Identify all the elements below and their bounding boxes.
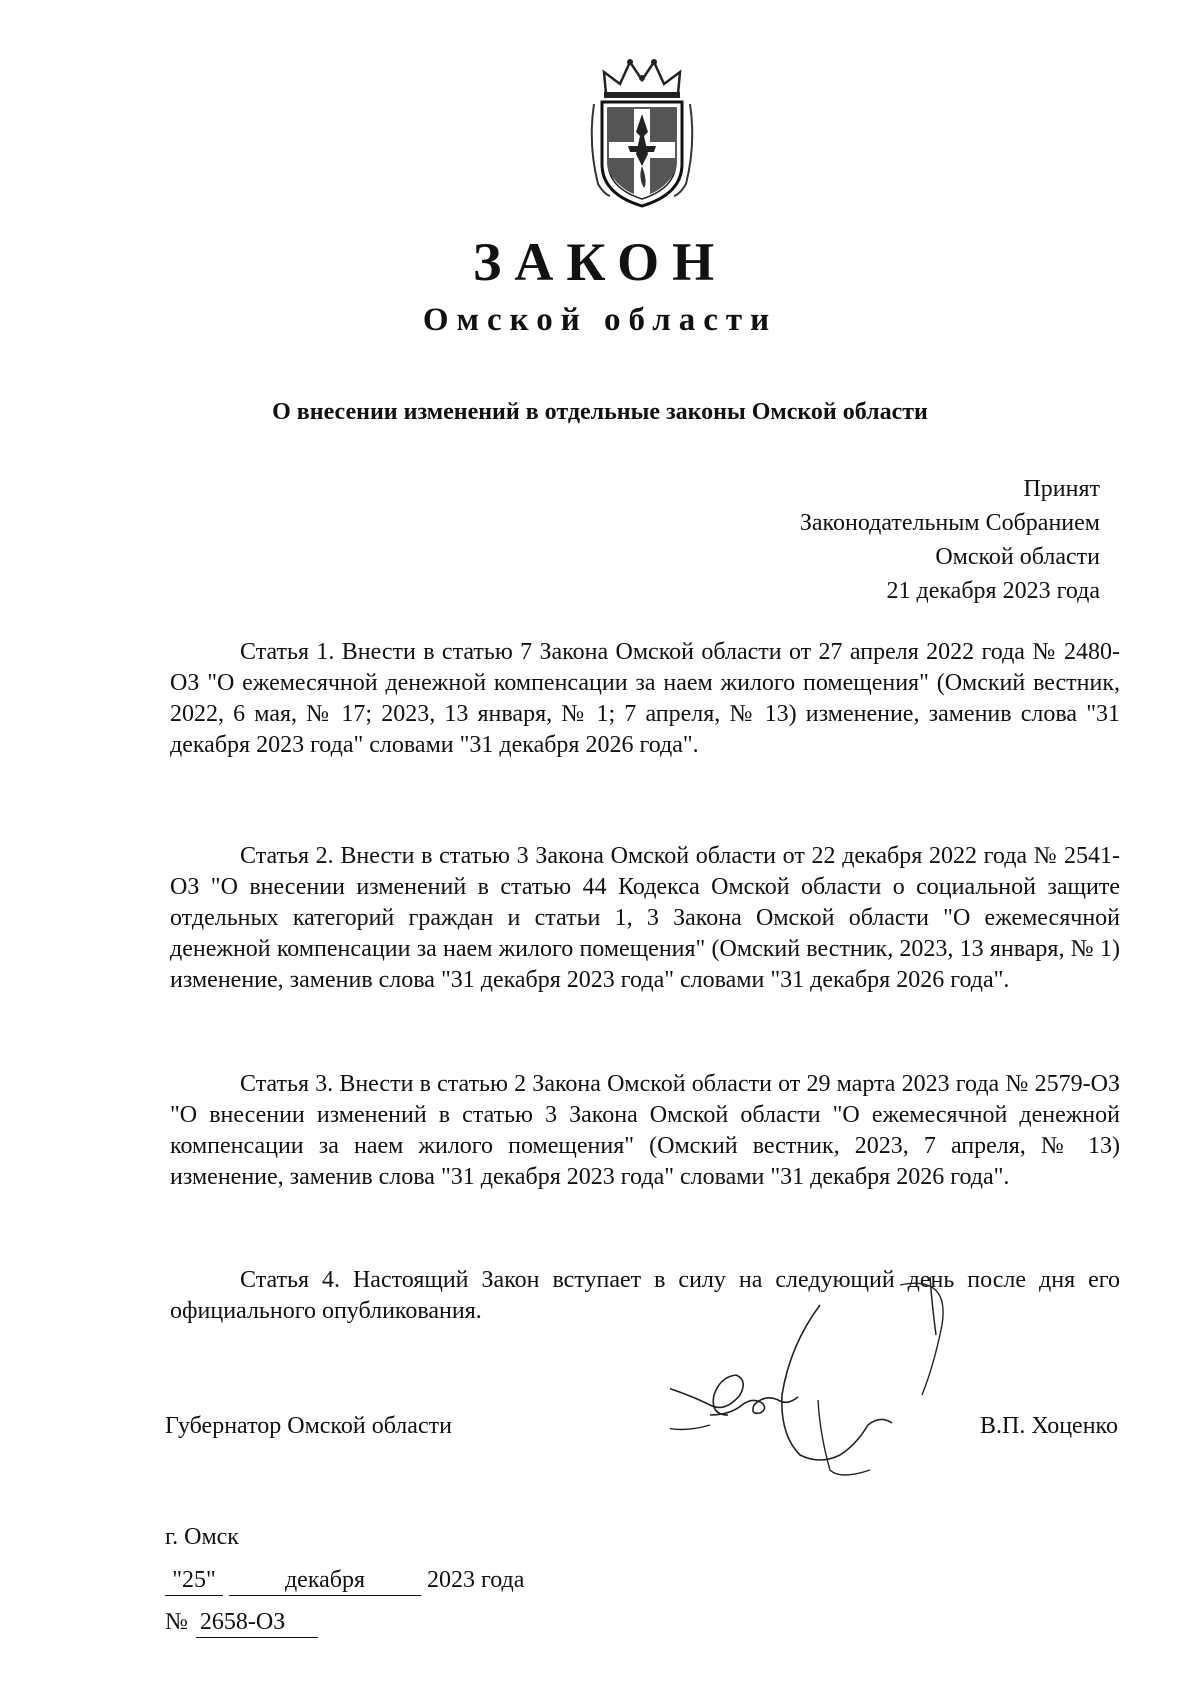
article-4: Статья 4. Настоящий Закон вступает в силу на следующий день после дня его официального опубликования. xyxy=(170,1267,1120,1324)
document-subtitle: Омской области xyxy=(422,302,778,338)
adoption-date: 21 декабря 2023 года xyxy=(886,578,1100,604)
handwritten-signature-icon xyxy=(670,1265,1050,1495)
date-day: 25 xyxy=(182,1567,206,1593)
signing-date xyxy=(165,1565,524,1596)
date-day-field xyxy=(165,1565,223,1596)
signatory-position: Губернатор Омской области xyxy=(165,1413,452,1439)
adoption-block xyxy=(800,472,1100,608)
number-sign: № xyxy=(165,1609,188,1635)
article-3: Статья 3. Внести в статью 2 Закона Омской области от 29 марта 2023 года № 2579-ОЗ "О внесении изменений в статью 3 Закона Омской области "О ежемесячной денежной компенсации за наем жилого помещения" (Омский вестник, 2023, 7 апреля, № 13) изменение, заменив слова "31 декабря 2023 года" словами "31 декабря 2026 года". xyxy=(170,1071,1120,1190)
article-2: Статья 2. Внести в статью 3 Закона Омской области от 22 декабря 2022 года № 2541-ОЗ "О внесении изменений в статью 44 Кодекса Омской области о социальной защите отдельных категорий граждан и статьи 1, 3 Закона Омской области "О ежемесячной денежной компенсации за наем жилого помещения" (Омский вестник, 2023, 13 января, № 1) изменение, заменив слова "31 декабря 2023 года" словами "31 декабря 2026 года". xyxy=(170,843,1120,993)
adoption-line: Омской области xyxy=(935,544,1100,570)
signatory-name: В.П. Хоценко xyxy=(980,1413,1118,1439)
law-number xyxy=(165,1607,318,1638)
date-month: декабря xyxy=(229,1565,421,1596)
law-title: О внесении изменений в отдельные законы Омской области xyxy=(272,399,928,425)
signing-city: г. Омск xyxy=(165,1524,239,1550)
quote-mark: " xyxy=(172,1567,182,1593)
law-number-value: 2658-ОЗ xyxy=(196,1607,318,1638)
coat-of-arms-icon xyxy=(584,54,700,210)
date-year: 2023 года xyxy=(427,1567,525,1593)
document-title: ЗАКОН xyxy=(472,232,728,292)
adoption-line: Законодательным Собранием xyxy=(799,510,1100,536)
adoption-line: Принят xyxy=(1023,476,1100,502)
article-1: Статья 1. Внести в статью 7 Закона Омской области от 27 апреля 2022 года № 2480-ОЗ "О ежемесячной денежной компенсации за наем жилого помещения" (Омский вестник, 2022, 6 мая, № 17; 2023, 13 января, № 1; 7 апреля, № 13) изменение, заменив слова "31 декабря 2023 года" словами "31 декабря 2026 года". xyxy=(170,639,1120,758)
quote-mark: " xyxy=(206,1567,216,1593)
